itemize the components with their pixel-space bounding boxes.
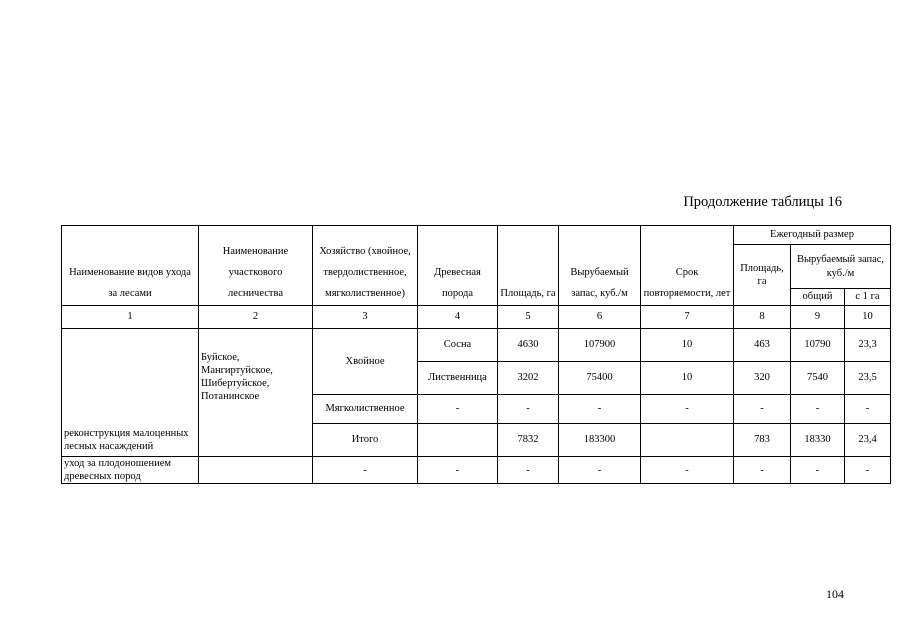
annual-per-ha-cell: 23,5 xyxy=(845,362,891,395)
page-number: 104 xyxy=(826,587,844,601)
period-cell: - xyxy=(641,457,734,484)
volume-cell: 183300 xyxy=(559,424,641,457)
species-cell: - xyxy=(418,457,498,484)
annual-per-ha-cell: 23,4 xyxy=(845,424,891,457)
col-number: 5 xyxy=(498,306,559,329)
header-forestry: Наименование участкового лесничества xyxy=(199,226,313,306)
header-annual-area: Площадь, га xyxy=(734,245,791,306)
annual-area-cell: 783 xyxy=(734,424,791,457)
annual-area-cell: 463 xyxy=(734,329,791,362)
annual-area-cell: 320 xyxy=(734,362,791,395)
period-cell: - xyxy=(641,395,734,424)
header-period: Срок повторяемости, лет xyxy=(641,226,734,306)
annual-total-cell: 18330 xyxy=(791,424,845,457)
farm-cell: Хвойное xyxy=(313,329,418,395)
col-number: 9 xyxy=(791,306,845,329)
annual-total-cell: - xyxy=(791,457,845,484)
total-label-cell: Итого xyxy=(313,424,418,457)
annual-area-cell: - xyxy=(734,395,791,424)
period-cell xyxy=(641,424,734,457)
header-annual: Ежегодный размер xyxy=(734,226,891,245)
area-cell: 3202 xyxy=(498,362,559,395)
forestry-cell: Буйское, Мангиртуйское, Шибертуйское, Потанинское xyxy=(199,329,313,457)
area-cell: 4630 xyxy=(498,329,559,362)
annual-per-ha-cell: 23,3 xyxy=(845,329,891,362)
col-number: 10 xyxy=(845,306,891,329)
header-care-type: Наименование видов ухода за лесами xyxy=(62,226,199,306)
header-farm: Хозяйство (хвойное, твердолиственное, мягколиственное) xyxy=(313,226,418,306)
col-number: 2 xyxy=(199,306,313,329)
table-caption: Продолжение таблицы 16 xyxy=(683,194,842,210)
area-cell: - xyxy=(498,395,559,424)
care-type-cell: реконструкция малоценных лесных насаждений xyxy=(62,329,199,457)
header-annual-per-ha: с 1 га xyxy=(845,289,891,306)
farm-cell: Мягколиственное xyxy=(313,395,418,424)
annual-per-ha-cell: - xyxy=(845,457,891,484)
table-row xyxy=(62,329,891,362)
col-number: 6 xyxy=(559,306,641,329)
column-number-row xyxy=(62,306,891,329)
species-cell: Сосна xyxy=(418,329,498,362)
volume-cell: 75400 xyxy=(559,362,641,395)
species-cell: Лиственница xyxy=(418,362,498,395)
species-cell: - xyxy=(418,395,498,424)
annual-per-ha-cell: - xyxy=(845,395,891,424)
forest-care-table xyxy=(61,225,891,484)
volume-cell: - xyxy=(559,395,641,424)
header-volume: Вырубаемый запас, куб./м xyxy=(559,226,641,306)
species-cell xyxy=(418,424,498,457)
col-number: 4 xyxy=(418,306,498,329)
header-area: Площадь, га xyxy=(498,226,559,306)
annual-total-cell: 7540 xyxy=(791,362,845,395)
forestry-cell xyxy=(199,457,313,484)
volume-cell: - xyxy=(559,457,641,484)
col-number: 7 xyxy=(641,306,734,329)
header-annual-volume: Вырубаемый запас, куб./м xyxy=(791,245,891,289)
col-number: 1 xyxy=(62,306,199,329)
period-cell: 10 xyxy=(641,362,734,395)
col-number: 8 xyxy=(734,306,791,329)
header-species: Древесная порода xyxy=(418,226,498,306)
header-annual-total: общий xyxy=(791,289,845,306)
annual-total-cell: - xyxy=(791,395,845,424)
farm-cell: - xyxy=(313,457,418,484)
area-cell: - xyxy=(498,457,559,484)
col-number: 3 xyxy=(313,306,418,329)
volume-cell: 107900 xyxy=(559,329,641,362)
area-cell: 7832 xyxy=(498,424,559,457)
annual-area-cell: - xyxy=(734,457,791,484)
care-type-cell: уход за плодоношением древесных пород xyxy=(62,457,199,484)
period-cell: 10 xyxy=(641,329,734,362)
annual-total-cell: 10790 xyxy=(791,329,845,362)
table-row xyxy=(62,457,891,484)
